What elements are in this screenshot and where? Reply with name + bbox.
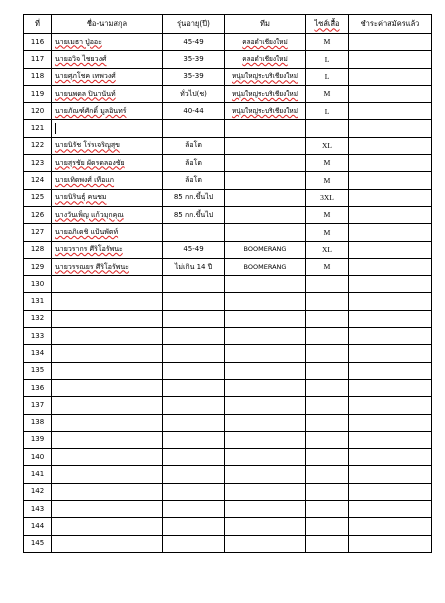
table-row: [24, 189, 432, 206]
row-number: 119: [30, 89, 45, 98]
row-number: 133: [30, 331, 45, 340]
table-row: [24, 362, 432, 379]
table-row: [24, 431, 432, 448]
participant-name: นายศุภโชค เทพวงศ์: [55, 72, 116, 81]
payment-status-cell[interactable]: [349, 449, 432, 466]
team-name-cell[interactable]: [225, 466, 306, 483]
age-group-cell[interactable]: [163, 258, 225, 275]
payment-status-cell[interactable]: [349, 483, 432, 500]
team-name-cell[interactable]: [225, 501, 306, 518]
header-size: [306, 15, 349, 34]
payment-status-cell[interactable]: [349, 310, 432, 327]
payment-status-cell[interactable]: [349, 414, 432, 431]
team-name-cell[interactable]: [225, 518, 306, 535]
team-name-cell[interactable]: [225, 310, 306, 327]
participant-name-cell[interactable]: [52, 155, 163, 172]
team-name-cell[interactable]: [225, 172, 306, 189]
payment-status-cell[interactable]: [349, 224, 432, 241]
shirt-size: M: [323, 37, 331, 47]
age-group: ทั่วไป(ช): [180, 89, 207, 98]
row-number: 135: [30, 366, 45, 375]
row-number-cell[interactable]: [24, 397, 52, 414]
payment-status-cell[interactable]: [349, 535, 432, 552]
payment-status-cell[interactable]: [349, 137, 432, 154]
shirt-size-cell[interactable]: [306, 85, 349, 102]
team-name-cell[interactable]: [225, 85, 306, 102]
row-number-cell[interactable]: [24, 206, 52, 223]
age-group-cell[interactable]: [163, 379, 225, 396]
payment-status-cell[interactable]: [349, 397, 432, 414]
payment-status-cell[interactable]: [349, 155, 432, 172]
age-group-cell[interactable]: [163, 535, 225, 552]
row-number: 129: [30, 262, 45, 271]
row-number: 144: [30, 521, 45, 530]
row-number-cell[interactable]: [24, 310, 52, 327]
row-number-cell[interactable]: [24, 466, 52, 483]
table-row: [24, 414, 432, 431]
team-name-cell[interactable]: [225, 535, 306, 552]
table-row: [24, 379, 432, 396]
shirt-size: XL: [322, 141, 332, 151]
payment-status-cell[interactable]: [349, 431, 432, 448]
row-number-cell[interactable]: [24, 155, 52, 172]
shirt-size: M: [323, 158, 331, 168]
shirt-size-cell[interactable]: [306, 51, 349, 68]
table-row: [24, 345, 432, 362]
header-size-label: ไซส์เสื้อ: [314, 19, 340, 29]
shirt-size: L: [324, 71, 330, 81]
team-name-cell[interactable]: [225, 103, 306, 120]
shirt-size-cell[interactable]: [306, 276, 349, 293]
team-name-cell[interactable]: [225, 120, 306, 137]
table-body: [24, 34, 432, 553]
shirt-size-cell[interactable]: [306, 483, 349, 500]
payment-status-cell[interactable]: [349, 189, 432, 206]
row-number-cell[interactable]: [24, 85, 52, 102]
shirt-size: L: [324, 54, 330, 64]
payment-status-cell[interactable]: [349, 345, 432, 362]
row-number: 140: [30, 452, 45, 461]
table-row: [24, 206, 432, 223]
payment-status-cell[interactable]: [349, 120, 432, 137]
table-row: [24, 137, 432, 154]
row-number-cell[interactable]: [24, 34, 52, 51]
header-row: [24, 15, 432, 34]
age-group-cell[interactable]: [163, 189, 225, 206]
shirt-size-cell[interactable]: [306, 535, 349, 552]
payment-status-cell[interactable]: [349, 518, 432, 535]
row-number-cell[interactable]: [24, 224, 52, 241]
table-row: [24, 449, 432, 466]
participant-name-cell[interactable]: [52, 379, 163, 396]
shirt-size: XL: [322, 244, 332, 254]
row-number: 142: [30, 487, 45, 496]
payment-status-cell[interactable]: [349, 206, 432, 223]
age-group: 35-39: [183, 54, 204, 63]
participant-name-cell[interactable]: [52, 206, 163, 223]
age-group-cell[interactable]: [163, 241, 225, 258]
participant-name: นายนิรินธุ์ คนชม: [55, 193, 107, 202]
row-number: 127: [30, 227, 45, 236]
age-group: ล้อโต: [185, 141, 202, 150]
shirt-size: M: [323, 227, 331, 237]
table-row: [24, 224, 432, 241]
age-group-cell[interactable]: [163, 449, 225, 466]
shirt-size-cell[interactable]: [306, 224, 349, 241]
age-group-cell[interactable]: [163, 68, 225, 85]
team-name-cell[interactable]: [225, 431, 306, 448]
participant-name-cell[interactable]: [52, 120, 163, 137]
row-number: 116: [30, 37, 45, 46]
shirt-size-cell[interactable]: [306, 241, 349, 258]
row-number-cell[interactable]: [24, 276, 52, 293]
row-number: 145: [30, 539, 45, 548]
payment-status-cell[interactable]: [349, 34, 432, 51]
shirt-size: M: [323, 175, 331, 185]
age-group: 45-49: [183, 37, 204, 46]
participant-name: นางวันเพ็ญ แก้วมุกคุณ: [55, 210, 124, 219]
age-group-cell[interactable]: [163, 431, 225, 448]
row-number: 139: [30, 435, 45, 444]
participant-name: นายวรรณยร ศีริโอรัพนะ: [55, 262, 129, 271]
table-row: [24, 241, 432, 258]
age-group: 40-44: [183, 106, 204, 115]
team-name: คลอดำเชียงใหม่: [242, 55, 288, 64]
age-group-cell[interactable]: [163, 293, 225, 310]
shirt-size-cell[interactable]: [306, 466, 349, 483]
table-row: [24, 293, 432, 310]
team-name: หนุ่มใหญ่ระบริเชียงใหม่: [232, 72, 298, 81]
participant-name: นายสุรชัย ผัดรดลองชัย: [55, 158, 125, 167]
row-number: 118: [30, 72, 45, 81]
table-row: [24, 518, 432, 535]
payment-status-cell[interactable]: [349, 466, 432, 483]
row-number: 130: [30, 279, 45, 288]
row-number-cell[interactable]: [24, 293, 52, 310]
age-group-cell[interactable]: [163, 51, 225, 68]
team-name-cell[interactable]: [225, 379, 306, 396]
participant-name-cell[interactable]: [52, 189, 163, 206]
team-name-cell[interactable]: [225, 483, 306, 500]
age-group-cell[interactable]: [163, 328, 225, 345]
age-group-cell[interactable]: [163, 345, 225, 362]
header-age: รุ่นอายุ(ปี): [163, 15, 225, 34]
participant-name-cell[interactable]: [52, 276, 163, 293]
row-number-cell[interactable]: [24, 103, 52, 120]
header-pay: ชำระค่าสมัครแล้ว: [349, 15, 432, 34]
shirt-size-cell[interactable]: [306, 258, 349, 275]
age-group-cell[interactable]: [163, 276, 225, 293]
age-group-cell[interactable]: [163, 224, 225, 241]
participant-name-cell[interactable]: [52, 466, 163, 483]
participant-name-cell[interactable]: [52, 258, 163, 275]
participant-name-cell[interactable]: [52, 328, 163, 345]
age-group-cell[interactable]: [163, 397, 225, 414]
shirt-size: M: [323, 262, 331, 272]
participant-name-cell[interactable]: [52, 362, 163, 379]
participant-name: นายนพดล ปินานันท์: [55, 89, 116, 98]
shirt-size-cell[interactable]: [306, 414, 349, 431]
row-number-cell[interactable]: [24, 258, 52, 275]
age-group-cell[interactable]: [163, 414, 225, 431]
payment-status-cell[interactable]: [349, 276, 432, 293]
row-number: 138: [30, 418, 45, 427]
table-row: [24, 51, 432, 68]
participant-name-cell[interactable]: [52, 310, 163, 327]
team-name-cell[interactable]: [225, 51, 306, 68]
shirt-size-cell[interactable]: [306, 155, 349, 172]
team-name-cell[interactable]: [225, 293, 306, 310]
team-name-cell[interactable]: [225, 224, 306, 241]
age-group: 85 กก.ขึ้นไป: [173, 193, 214, 202]
row-number-cell[interactable]: [24, 51, 52, 68]
shirt-size-cell[interactable]: [306, 328, 349, 345]
row-number: 123: [30, 158, 45, 167]
row-number-cell[interactable]: [24, 345, 52, 362]
team-name-cell[interactable]: [225, 345, 306, 362]
shirt-size-cell[interactable]: [306, 172, 349, 189]
age-group-cell[interactable]: [163, 362, 225, 379]
shirt-size-cell[interactable]: [306, 431, 349, 448]
team-name-cell[interactable]: [225, 206, 306, 223]
participant-name-cell[interactable]: [52, 103, 163, 120]
participant-name-cell[interactable]: [52, 34, 163, 51]
row-number-cell[interactable]: [24, 518, 52, 535]
age-group: ล้อโต: [185, 158, 202, 167]
row-number: 141: [30, 470, 45, 479]
age-group-cell[interactable]: [163, 483, 225, 500]
row-number-cell[interactable]: [24, 137, 52, 154]
participant-name: นายเมธา ปู่ออะ: [55, 37, 102, 46]
row-number-cell[interactable]: [24, 449, 52, 466]
row-number-cell[interactable]: [24, 120, 52, 137]
row-number: 128: [30, 245, 45, 254]
participant-name-cell[interactable]: [52, 241, 163, 258]
table-row: [24, 535, 432, 552]
shirt-size: M: [323, 210, 331, 220]
row-number: 126: [30, 210, 45, 219]
table-row: [24, 120, 432, 137]
row-number-cell[interactable]: [24, 189, 52, 206]
shirt-size-cell[interactable]: [306, 103, 349, 120]
shirt-size-cell[interactable]: [306, 137, 349, 154]
header-name: ชื่อ-นามสกุล: [52, 15, 163, 34]
shirt-size-cell[interactable]: [306, 501, 349, 518]
age-group-cell[interactable]: [163, 155, 225, 172]
table-row: [24, 501, 432, 518]
participant-name-cell[interactable]: [52, 293, 163, 310]
row-number-cell[interactable]: [24, 431, 52, 448]
table-row: [24, 34, 432, 51]
participant-name-cell[interactable]: [52, 518, 163, 535]
shirt-size-cell[interactable]: [306, 293, 349, 310]
payment-status-cell[interactable]: [349, 293, 432, 310]
shirt-size: 3XL: [320, 193, 334, 203]
shirt-size-cell[interactable]: [306, 206, 349, 223]
table-row: [24, 397, 432, 414]
age-group-cell[interactable]: [163, 206, 225, 223]
participant-name: นายนิรัช โร่รเจริญสุข: [55, 141, 120, 150]
table-row: [24, 310, 432, 327]
team-name: คลอดำเชียงใหม่: [242, 37, 288, 46]
row-number: 122: [30, 141, 45, 150]
table-row: [24, 328, 432, 345]
payment-status-cell[interactable]: [349, 85, 432, 102]
table-row: [24, 483, 432, 500]
team-name: หนุ่มใหญ่ระบริเชียงใหม่: [232, 107, 298, 116]
shirt-size-cell[interactable]: [306, 362, 349, 379]
row-number: 132: [30, 314, 45, 323]
age-group-cell[interactable]: [163, 137, 225, 154]
participant-name-cell[interactable]: [52, 224, 163, 241]
participant-name-cell[interactable]: [52, 172, 163, 189]
table-row: [24, 103, 432, 120]
participant-name: นายอภิเดชิ แป้นพัตท์: [55, 227, 119, 236]
row-number: 134: [30, 348, 45, 357]
participant-name: นายอวิจ ไชยวงศ์: [55, 54, 107, 63]
row-number-cell[interactable]: [24, 328, 52, 345]
payment-status-cell[interactable]: [349, 328, 432, 345]
table-row: [24, 155, 432, 172]
age-group: ไม่เกิน 14 ปี: [174, 262, 213, 271]
age-group: 45-49: [183, 245, 204, 254]
age-group-cell[interactable]: [163, 501, 225, 518]
participant-name-cell[interactable]: [52, 51, 163, 68]
row-number: 137: [30, 400, 45, 409]
participant-name-cell[interactable]: [52, 68, 163, 85]
age-group: ล้อโต: [185, 176, 202, 185]
participant-name-cell[interactable]: [52, 137, 163, 154]
row-number: 143: [30, 504, 45, 513]
header-no: ที่: [24, 15, 52, 34]
shirt-size: M: [323, 89, 331, 99]
participant-name-cell[interactable]: [52, 483, 163, 500]
row-number-cell[interactable]: [24, 241, 52, 258]
team-name-cell[interactable]: [225, 137, 306, 154]
age-group-cell[interactable]: [163, 120, 225, 137]
participant-name-cell[interactable]: [52, 501, 163, 518]
payment-status-cell[interactable]: [349, 258, 432, 275]
participant-name-cell[interactable]: [52, 397, 163, 414]
row-number-cell[interactable]: [24, 501, 52, 518]
age-group-cell[interactable]: [163, 466, 225, 483]
participant-name-cell[interactable]: [52, 85, 163, 102]
shirt-size-cell[interactable]: [306, 449, 349, 466]
row-number: 131: [30, 297, 45, 306]
shirt-size-cell[interactable]: [306, 379, 349, 396]
participant-name-cell[interactable]: [52, 431, 163, 448]
team-name: BOOMERANG: [243, 245, 287, 254]
row-number-cell[interactable]: [24, 483, 52, 500]
shirt-size-cell[interactable]: [306, 397, 349, 414]
shirt-size-cell[interactable]: [306, 120, 349, 137]
shirt-size-cell[interactable]: [306, 518, 349, 535]
age-group-cell[interactable]: [163, 172, 225, 189]
header-team: ทีม: [225, 15, 306, 34]
age-group-cell[interactable]: [163, 34, 225, 51]
age-group: 35-39: [183, 72, 204, 81]
team-name-cell[interactable]: [225, 328, 306, 345]
table-row: [24, 85, 432, 102]
row-number-cell[interactable]: [24, 362, 52, 379]
team-name-cell[interactable]: [225, 362, 306, 379]
team-name-cell[interactable]: [225, 397, 306, 414]
participant-name: นายภัณฑ์ศักดิ์ มูลอินทร์: [55, 106, 127, 115]
payment-status-cell[interactable]: [349, 379, 432, 396]
participant-name-cell[interactable]: [52, 414, 163, 431]
team-name-cell[interactable]: [225, 68, 306, 85]
payment-status-cell[interactable]: [349, 68, 432, 85]
shirt-size-cell[interactable]: [306, 34, 349, 51]
row-number-cell[interactable]: [24, 172, 52, 189]
shirt-size: L: [324, 106, 330, 116]
table-row: [24, 68, 432, 85]
shirt-size-cell[interactable]: [306, 68, 349, 85]
team-name-cell[interactable]: [225, 189, 306, 206]
payment-status-cell[interactable]: [349, 362, 432, 379]
table-row: [24, 172, 432, 189]
row-number: 120: [30, 106, 45, 115]
row-number-cell[interactable]: [24, 414, 52, 431]
age-group-cell[interactable]: [163, 85, 225, 102]
shirt-size-cell[interactable]: [306, 310, 349, 327]
age-group-cell[interactable]: [163, 310, 225, 327]
row-number: 121: [30, 124, 45, 133]
team-name-cell[interactable]: [225, 276, 306, 293]
participant-name-cell[interactable]: [52, 345, 163, 362]
participant-name-cell[interactable]: [52, 535, 163, 552]
team-name-cell[interactable]: [225, 34, 306, 51]
registration-table: [23, 14, 432, 553]
text-cursor: [55, 123, 56, 134]
shirt-size-cell[interactable]: [306, 345, 349, 362]
shirt-size-cell[interactable]: [306, 189, 349, 206]
team-name: BOOMERANG: [243, 262, 287, 271]
team-name-cell[interactable]: [225, 155, 306, 172]
payment-status-cell[interactable]: [349, 241, 432, 258]
payment-status-cell[interactable]: [349, 172, 432, 189]
participant-name: นายเทิดพงศ์ เทือแก: [55, 176, 115, 185]
row-number: 125: [30, 193, 45, 202]
table-row: [24, 466, 432, 483]
age-group-cell[interactable]: [163, 103, 225, 120]
participant-name-cell[interactable]: [52, 449, 163, 466]
team-name-cell[interactable]: [225, 258, 306, 275]
team-name-cell[interactable]: [225, 241, 306, 258]
age-group-cell[interactable]: [163, 518, 225, 535]
row-number-cell[interactable]: [24, 535, 52, 552]
age-group: 85 กก.ขึ้นไป: [173, 210, 214, 219]
registration-sheet: [23, 14, 431, 553]
payment-status-cell[interactable]: [349, 501, 432, 518]
row-number-cell[interactable]: [24, 379, 52, 396]
payment-status-cell[interactable]: [349, 51, 432, 68]
row-number: 136: [30, 383, 45, 392]
row-number: 124: [30, 176, 45, 185]
row-number-cell[interactable]: [24, 68, 52, 85]
row-number: 117: [30, 54, 45, 63]
payment-status-cell[interactable]: [349, 103, 432, 120]
team-name-cell[interactable]: [225, 414, 306, 431]
table-row: [24, 258, 432, 275]
table-row: [24, 276, 432, 293]
team-name: หนุ่มใหญ่ระบริเชียงใหม่: [232, 89, 298, 98]
participant-name: นายวรากร ศีริโอรัพนะ: [55, 245, 123, 254]
team-name-cell[interactable]: [225, 449, 306, 466]
